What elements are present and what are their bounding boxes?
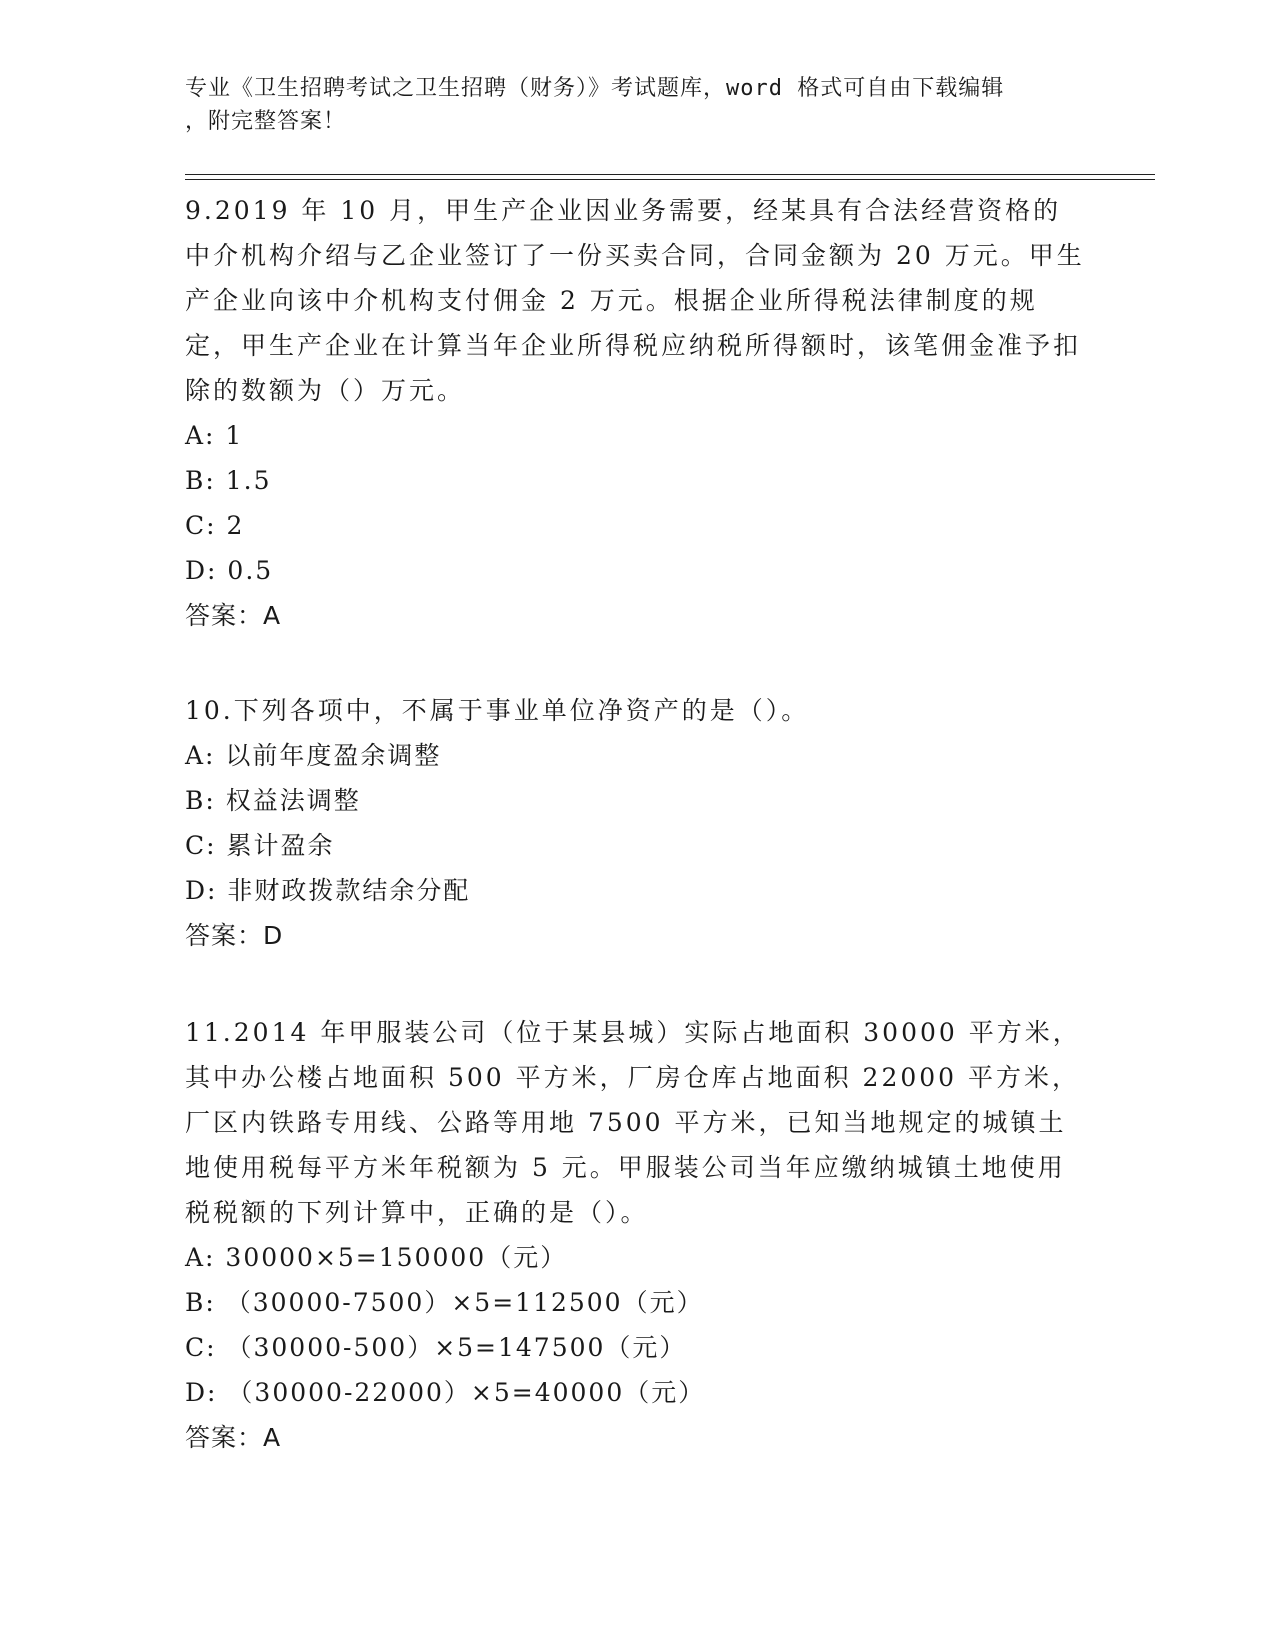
option-a: A: 以前年度盈余调整 [185, 741, 442, 770]
header-line-2: ，附完整答案！ [185, 109, 347, 134]
header-line-1: 专业《卫生招聘考试之卫生招聘（财务）》考试题库，word 格式可自由下载编辑 [185, 76, 1005, 101]
question-11 [185, 1010, 1085, 1460]
option-d: D: 0.5 [185, 556, 274, 585]
option-a: A: 30000×5=150000（元） [185, 1243, 568, 1272]
question-stem: 9.2019 年 10 月，甲生产企业因业务需要，经某具有合法经营资格的中介机构介绍与乙企业签订了一份买卖合同，合同金额为 20 万元。甲生产企业向该中介机构支付佣金 2 万元。根据企业所得税法律制度的规定，甲生产企业在计算当年企业所得税应纳税所得额时，该笔佣金准予扣除的数额为（）万元。 [185, 196, 1085, 405]
question-stem: 11.2014 年甲服装公司（位于某县城）实际占地面积 30000 平方米，其中办公楼占地面积 500 平方米，厂房仓库占地面积 22000 平方米，厂区内铁路专用线、公路等用地 7500 平方米，已知当地规定的城镇土地使用税每平方米年税额为 5 元。甲服装公司当年应缴纳城镇土地使用税税额的下列计算中，正确的是（）。 [185, 1018, 1081, 1227]
option-c: C: 累计盈余 [185, 831, 335, 860]
question-stem: 10.下列各项中，不属于事业单位净资产的是（）。 [185, 696, 810, 725]
question-9 [185, 188, 1085, 638]
question-10 [185, 688, 1085, 958]
option-c: C: （30000-500）×5=147500（元） [185, 1333, 687, 1362]
answer: 答案：D [185, 921, 284, 950]
option-c: C: 2 [185, 511, 245, 540]
option-d: D: 非财政拨款结余分配 [185, 876, 471, 905]
header-divider-thin [185, 174, 1155, 175]
option-b: B: （30000-7500）×5=112500（元） [185, 1288, 704, 1317]
option-b: B: 1.5 [185, 466, 272, 495]
option-a: A: 1 [185, 421, 244, 450]
answer: 答案：A [185, 1423, 282, 1452]
answer: 答案：A [185, 601, 282, 630]
option-d: D: （30000-22000）×5=40000（元） [185, 1378, 706, 1407]
option-b: B: 权益法调整 [185, 786, 361, 815]
document-header [185, 72, 1085, 138]
header-divider-thick [185, 179, 1155, 180]
